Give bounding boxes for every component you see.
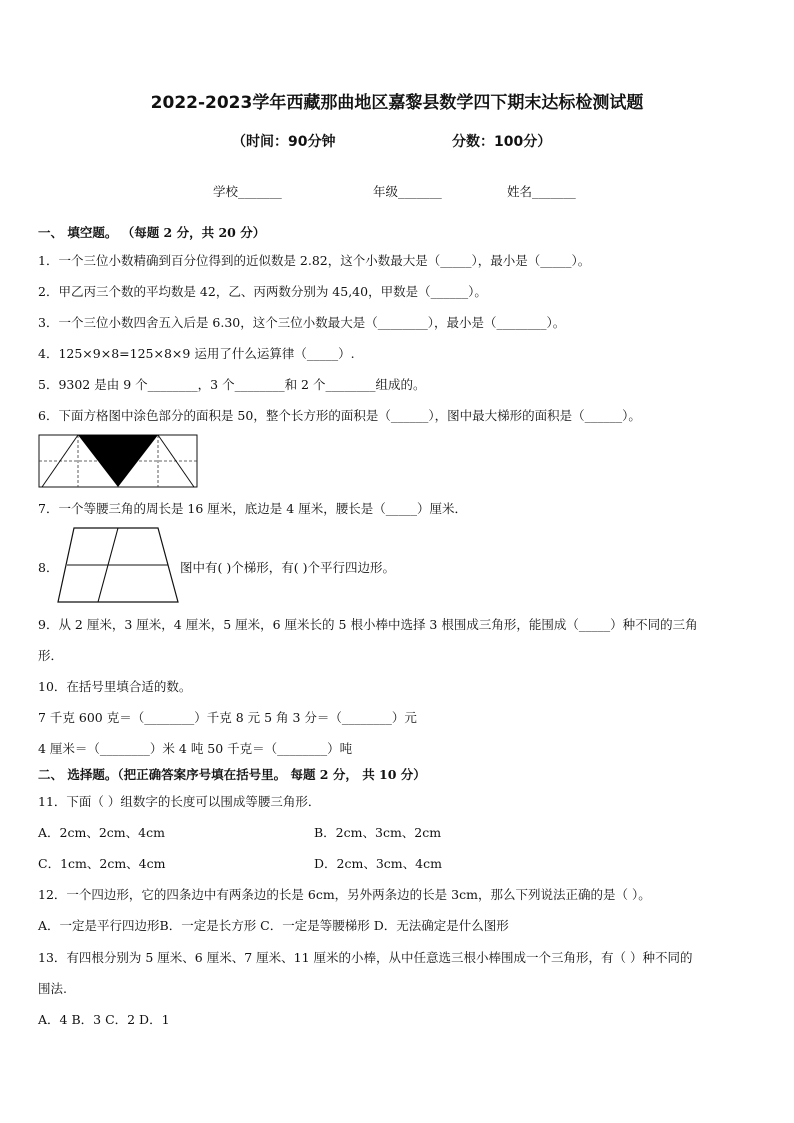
question-10-title: 10．在括号里填合适的数。: [38, 679, 192, 694]
question-8-number: 8．: [38, 560, 59, 575]
q8-trapezoid-figure: [56, 526, 180, 604]
question-5: 5．9302 是由 9 个________，3 个________和 2 个________组成的。: [38, 377, 426, 392]
q6-grid-figure: [38, 434, 198, 488]
question-10-line-1: 7 千克 600 克＝（________）千克 8 元 5 角 3 分＝（________）元: [38, 710, 417, 725]
grade-field[interactable]: 年级_______: [373, 184, 442, 199]
question-12: 12．一个四边形，它的四条边中有两条边的长是 6cm，另外两条边的长是 3cm，那么下列说法正确的是（ ）。: [38, 887, 651, 902]
question-10-line-2: 4 厘米＝（________）米 4 吨 50 千克＝（________）吨: [38, 741, 353, 756]
exam-time: （时间：90分钟: [232, 134, 336, 150]
question-11-option-c: C．1cm、2cm、4cm: [38, 856, 166, 871]
question-1: 1．一个三位小数精确到百分位得到的近似数是 2.82，这个小数最大是（_____），最小是（_____）。: [38, 253, 591, 268]
school-field[interactable]: 学校_______: [213, 184, 282, 199]
question-7: 7．一个等腰三角的周长是 16 厘米，底边是 4 厘米，腰长是（_____）厘米．: [38, 501, 467, 516]
question-11-option-d: D．2cm、3cm、4cm: [314, 856, 442, 871]
question-9-line-1: 9．从 2 厘米，3 厘米，4 厘米，5 厘米，6 厘米长的 5 根小棒中选择 3 根围成三角形，能围成（_____）种不同的三角: [38, 617, 698, 632]
question-9-line-2: 形．: [38, 648, 64, 663]
question-6: 6．下面方格图中涂色部分的面积是 50，整个长方形的面积是（______），图中最大梯形的面积是（______）。: [38, 408, 641, 423]
question-13-line-1: 13．有四根分别为 5 厘米、6 厘米、7 厘米、11 厘米的小棒，从中任意选三根小棒围成一个三角形，有（ ）种不同的: [38, 950, 693, 965]
question-11-option-a: A．2cm、2cm、4cm: [38, 825, 165, 840]
question-13-options: A．4 B．3 C．2 D．1: [38, 1012, 170, 1027]
question-4: 4．125×9×8=125×8×9 运用了什么运算律（_____）.: [38, 346, 355, 361]
page-title: 2022-2023学年西藏那曲地区嘉黎县数学四下期末达标检测试题: [150, 93, 644, 113]
question-2: 2．甲乙丙三个数的平均数是 42，乙、丙两数分别为 45,40，甲数是（______）。: [38, 284, 487, 299]
question-3: 3．一个三位小数四舍五入后是 6.30，这个三位小数最大是（________），最小是（________）。: [38, 315, 566, 330]
question-8: 图中有( )个梯形，有( )个平行四边形。: [180, 560, 395, 575]
section-1-title: 一、 填空题。 （每题 2 分，共 20 分）: [38, 225, 266, 240]
question-12-options: A．一定是平行四边形B．一定是长方形 C．一定是等腰梯形 D．无法确定是什么图形: [38, 918, 509, 933]
section-2-title: 二、 选择题。（把正确答案序号填在括号里。 每题 2 分， 共 10 分）: [38, 767, 426, 782]
exam-score: 分数：100分）: [452, 134, 552, 150]
name-field[interactable]: 姓名_______: [507, 184, 576, 199]
question-11-option-b: B．2cm、3cm、2cm: [314, 825, 442, 840]
question-13-line-2: 围法.: [38, 981, 67, 996]
question-11: 11．下面（ ）组数字的长度可以围成等腰三角形．: [38, 794, 321, 809]
